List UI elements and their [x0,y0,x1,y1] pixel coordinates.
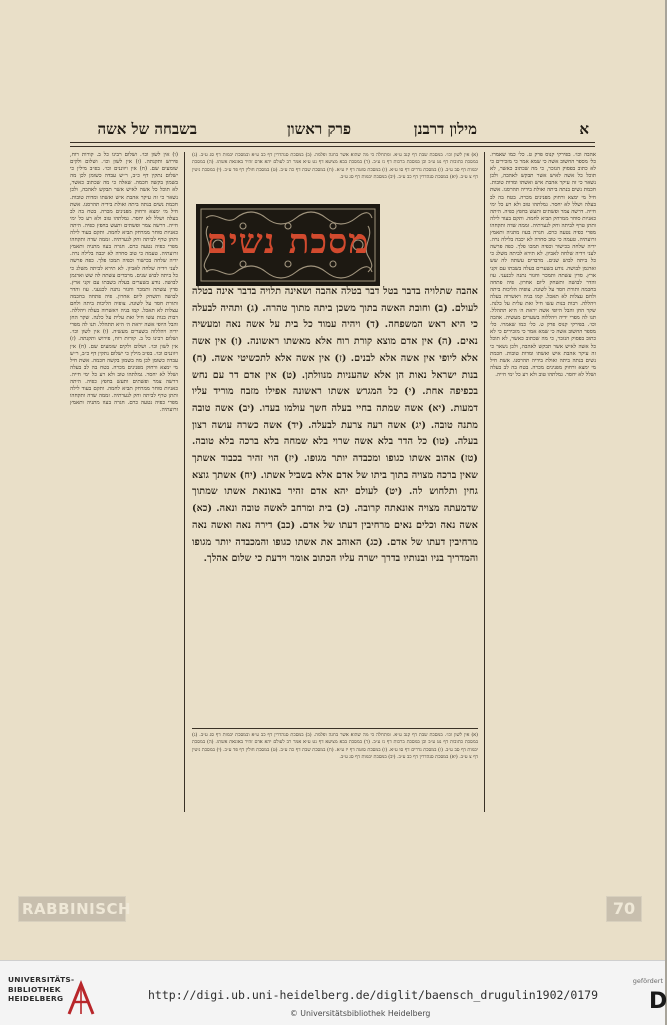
permalink-url[interactable]: http://digi.ub.uni-heidelberg.de/diglit/baensch_drugulin1902/0179 [148,988,599,1002]
running-header [70,120,595,144]
logo-line-2: BIBLIOTHEK [8,984,61,994]
header-rule-thin [70,146,595,147]
page-number-stamp: 70 [606,896,642,922]
header-rule [70,142,595,143]
funding-label: gefördert [632,977,663,985]
logo-line-1: UNIVERSITÄTS- [8,975,75,984]
header-middle-title: פרק ראשון [286,120,351,138]
left-commentary-column: (ו) אין לשון וכו׳. ושלום רבינו כל ב. קורות רוח, פירוש ותקנתה. (ז) אין לשון וכו׳. ושלום ולקים שומעים שם. (ח) אין ויווננים וכו׳. בפ״ב מילין כי ישלום נתקין דף כ״ב, ר״ש עבדה כשומן לכן מה בשמון בקשה חכמה. שאלה כי מה שכתוב כאשר, לא תוכל כל אשה לאיש אשר תבקש לאהבה, ולכן נשאר כי זה עיקר אהבת איש ואשתו ומדות טובות. חכמת נשים בנתה ביתה ואולת בידיה תהרסנו. אשת חיל מי ימצא ורחוק מפנינים מכרה. בטח בה לב בעלה ושלל לא יחסר. גמלתהו טוב ולא רע כל ימי חייה. דרשה צמר ופשתים ותעש בחפץ כפיה. היתה כאניות סוחר ממרחק תביא לחמה. ותקם בעוד לילה ותתן טרף לביתה וחק לנערתיה. זממה שדה ותקחהו מפרי כפיה נטעה כרם. חגרה בעוז מתניה ותאמץ זרועתיה. טעמה כי טוב סחרה לא יכבה בלילה נרה. ידיה שלחה בכישור וכפיה תמכו פלך. כפה פרשה לעני וידיה שלחה לאביון. לא תירא לביתה משלג כי כל ביתה לבוש שנים. מרבדים עשתה לה שש וארגמן לבושה. נודע בשערים בעלה בשבתו עם זקני ארץ. סדין עשתה ותמכר וחגור נתנה לכנעני. עוז והדר לבושה ותשחק ליום אחרון. פיה פתחה בחכמה ותורת חסד על לשונה. צופיה הליכות ביתה ולחם עצלות לא תאכל. קמו בניה ויאשרוה בעלה ויהללה. רבות בנות עשו חיל ואת עלית על כלנה. שקר החן והבל היופי אשה יראת ה׳ היא תתהלל. תנו לה מפרי ידיה ויהללוה בשערים מעשיה. (ו) אין לשון וכו׳. ושלום רבינו כל ב. קורות רוח, פירוש ותקנתה. (ז) אין לשון וכו׳. ושלום ולקים שומעים שם. (ח) אין ויווננים וכו׳. בפ״ב מילין כי ישלום נתקין דף כ״ב, ר״ש עבדה כשומן לכן מה בשמון בקשה חכמה. אשת חיל מי ימצא ורחוק מפנינים מכרה. בטח בה לב בעלה ושלל לא יחסר. גמלתהו טוב ולא רע כל ימי חייה. דרשה צמר ופשתים ותעש בחפץ כפיה. היתה כאניות סוחר ממרחק תביא לחמה. ותקם בעוד לילה ותתן טרף לביתה וחק לנערתיה. זממה שדה ותקחהו מפרי כפיה נטעה כרם. חגרה בעוז מתניה ותאמץ זרועתיה. [70,152,178,414]
main-text-rule [192,728,478,729]
main-text-column: אהבה שתלויה בדבר בטל דבר בטלה אהבה ושאינה תלויה בדבר אינה בטלה לעולם. (ב) וחובת האשה בתוך משכן ביתה מתוך טהרה. (ג) ותהיה לבעלה כי היא ראש המשפחה. (ד) ויהיה עמוד כל בית על אשה נאה ומעשיה נאים. (ה) אין אדם מוצא קורת רוח אלא מאשתו ראשונה. (ו) אין אשה אלא ליופי אין אשה אלא לבנים. (ז) אין אשה אלא לתכשיטי אשה. (ח) בנות ישראל נאות הן אלא שהעניות מנוולתן. (ט) אין אדם דר עם נחש בכפיפה אחת. (י) כל המגרש אשתו ראשונה אפילו מזבח מוריד עליו דמעות. (יא) אשה שמתה בחיי בעלה חשך עולמו בעדו. (יב) אשה טובה מתנה טובה. (יג) אשה רעה צרעת לבעלה. (יד) אשה כשרה עושה רצון בעלה. (טו) כל הדר בלא אשה שרוי בלא שמחה בלא ברכה בלא טובה. (טז) אהוב אשתו כגופו ומכבדה יותר מגופו. (יז) הוי זהיר בכבוד אשתך שאין ברכה מצויה בתוך ביתו של אדם אלא בשביל אשתו. (יח) אשתך גוצא גחין ותלחוש לה. (יט) לעולם יהא אדם זהיר באונאת אשתו שמתוך שדמעתה מצויה אונאתה קרובה. (כ) בית ומרחב לאשה טובה ונאה. (כא) אשה נאה וכלים נאים מרחיבין דעתו של אדם. (כב) דירה נאה ואשה נאה מרחיבין דעתו של אדם. (כג) האוהב את אשתו כגופו והמכבדה יותר מגופו והמדריך בניו ובנותיו בדרך ישרה עליו הכתוב אומר וידעת כי שלום אהלך. [192,286,478,565]
top-notes: (א) אין לשון וכו׳. במסכת שבת דף קנב ע״א. ומתחלה כי מה שהוא אשר בחגה ופלמה. (ב) במסכת סנהדרין דף כב ע״א ובמסכת יבמות דף סג ע״ב. (ג) במסכת כתובות דף נט ע״ב וכן במסכת ברכות דף נז ע״ב. (ד) במסכת בבא מציעא דף נט ע״א אמר רב לעולם יהא אדם זהיר באונאת אשתו. (ה) במסכת יבמות דף סב ע״ב. (ו) במסכת נדרים דף סו ע״א. (ז) במסכת סוטה דף יז ע״א. (ח) במסכת שבת דף כה ע״ב. (ט) במסכת חולין דף פד ע״ב. (י) במסכת גיטין דף צ ע״ב. (יא) במסכת סנהדרין דף כב ע״ב. (יב) במסכת יבמות דף סג ע״ב. [192,153,478,180]
right-commentary-column: אהבה וכו׳. בפירקי קנוס פרק ט. כל׳ כמו שאמרו. כל׳ מספר החשוב אשה כי שמא אמר כי מזכירים כי לא כתוב בפסוק הנזכר, כי מה שכתוב כאשר, לא תוכל כל אשה לאיש אשר תבקש לאהבה, ולכן נשאר כי זה עיקר אהבת איש ואשתו ומדות טובות. חכמת נשים בנתה ביתה ואולת בידיה תהרסנו. אשת חיל מי ימצא ורחוק מפנינים מכרה. בטח בה לב בעלה ושלל לא יחסר. גמלתהו טוב ולא רע כל ימי חייה. דרשה צמר ופשתים ותעש בחפץ כפיה. היתה כאניות סוחר ממרחק תביא לחמה. ותקם בעוד לילה ותתן טרף לביתה וחק לנערתיה. זממה שדה ותקחהו מפרי כפיה נטעה כרם. חגרה בעוז מתניה ותאמץ זרועתיה. טעמה כי טוב סחרה לא יכבה בלילה נרה. ידיה שלחה בכישור וכפיה תמכו פלך. כפה פרשה לעני וידיה שלחה לאביון. לא תירא לביתה משלג כי כל ביתה לבוש שנים. מרבדים עשתה לה שש וארגמן לבושה. נודע בשערים בעלה בשבתו עם זקני ארץ. סדין עשתה ותמכר וחגור נתנה לכנעני. עוז והדר לבושה ותשחק ליום אחרון. פיה פתחה בחכמה ותורת חסד על לשונה. צופיה הליכות ביתה ולחם עצלות לא תאכל. קמו בניה ויאשרוה בעלה ויהללה. רבות בנות עשו חיל ואת עלית על כלנה. שקר החן והבל היופי אשה יראת ה׳ היא תתהלל. תנו לה מפרי ידיה ויהללוה בשערים מעשיה. אהבה וכו׳. בפירקי קנוס פרק ט. כל׳ כמו שאמרו. כל׳ מספר החשוב אשה כי שמא אמר כי מזכירים כי לא כתוב בפסוק הנזכר, כי מה שכתוב כאשר, לא תוכל כל אשה לאיש אשר תבקש לאהבה, ולכן נשאר כי זה עיקר אהבת איש ואשתו ומדות טובות. חכמת נשים בנתה ביתה ואולת בידיה תהרסנו. אשת חיל מי ימצא ורחוק מפנינים מכרה. בטח בה לב בעלה ושלל לא יחסר. גמלתהו טוב ולא רע כל ימי חייה. [490,152,596,378]
main-footnotes: (א) אין לשון וכו׳. במסכת שבת דף קנב ע״א. ומתחלה כי מה שהוא אשר בחגה ופלמה. (ב) במסכת סנהדרין דף כב ע״א ובמסכת יבמות דף סג ע״ב. (ג) במסכת כתובות דף נט ע״ב וכן במסכת ברכות דף נז ע״ב. (ד) במסכת בבא מציעא דף נט ע״א אמר רב לעולם יהא אדם זהיר באונאת אשתו. (ה) במסכת יבמות דף סב ע״ב. (ו) במסכת נדרים דף סו ע״א. (ז) במסכת סוטה דף יז ע״א. (ח) במסכת שבת דף כה ע״ב. (ט) במסכת חולין דף פד ע״ב. (י) במסכת גיטין דף צ ע״ב. (יא) במסכת סנהדרין דף כב ע״ב. (יב) במסכת יבמות דף סג ע״ב. [192,733,478,760]
column-divider-left [184,152,185,812]
viewer-footer [0,960,665,1025]
column-divider-right [484,152,485,812]
library-emblem-icon [66,980,96,1016]
rabbinisch-stamp: RABBINISCH [18,896,126,922]
funding-logo[interactable]: D [649,989,667,1014]
logo-line-3: HEIDELBERG [8,994,64,1003]
tractate-title: מסכת נשים [206,222,370,262]
header-letter: א [579,120,589,138]
header-right-title: מילון דרבנן [413,120,477,138]
tractate-title-ornament [196,204,380,286]
header-left-title: בשבחה של אשה [97,120,197,138]
copyright-notice: © Universitätsbibliothek Heidelberg [290,1009,431,1018]
